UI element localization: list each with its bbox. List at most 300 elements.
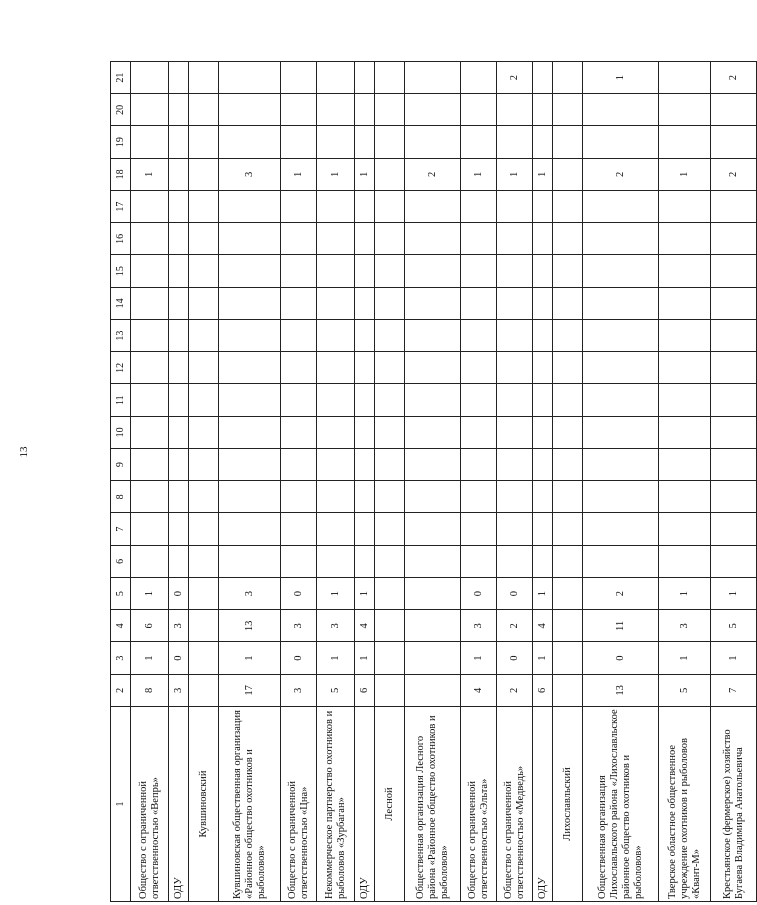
empty-cell (375, 674, 405, 706)
value-cell: 1 (131, 642, 169, 674)
value-cell (533, 513, 553, 545)
header-row (111, 62, 131, 902)
value-cell (169, 352, 189, 384)
value-cell (711, 352, 757, 384)
empty-cell (375, 158, 405, 190)
value-cell: 1 (711, 578, 757, 610)
value-cell (533, 255, 553, 287)
value-cell (219, 126, 281, 158)
column-header: 9 (111, 449, 131, 481)
column-header: 7 (111, 513, 131, 545)
value-cell: 2 (711, 158, 757, 190)
value-cell (281, 255, 317, 287)
value-cell: 1 (461, 158, 497, 190)
value-cell (169, 449, 189, 481)
value-cell (659, 416, 711, 448)
empty-cell (553, 158, 583, 190)
value-cell: 1 (317, 158, 355, 190)
table-row (583, 62, 659, 902)
value-cell (497, 481, 533, 513)
table-row (659, 62, 711, 902)
table-row (461, 62, 497, 902)
value-cell: 0 (281, 578, 317, 610)
empty-cell (189, 320, 219, 352)
value-cell (169, 287, 189, 319)
value-cell (497, 126, 533, 158)
value-cell (461, 255, 497, 287)
value-cell (711, 513, 757, 545)
value-cell (659, 94, 711, 126)
column-header: 15 (111, 255, 131, 287)
empty-cell (189, 62, 219, 94)
value-cell (169, 255, 189, 287)
value-cell: 0 (169, 578, 189, 610)
value-cell (131, 352, 169, 384)
value-cell (659, 126, 711, 158)
table-row (281, 62, 317, 902)
organization-name: Некоммерческое партнерство охотников и рыболовов «Зурбаган» (317, 707, 355, 902)
value-cell (317, 94, 355, 126)
value-cell (355, 62, 375, 94)
value-cell (461, 94, 497, 126)
table-row (355, 62, 375, 902)
value-cell (169, 513, 189, 545)
value-cell (405, 449, 461, 481)
empty-cell (375, 62, 405, 94)
value-cell (583, 191, 659, 223)
column-header: 11 (111, 384, 131, 416)
organization-name: ОДУ (169, 707, 189, 902)
empty-cell (553, 545, 583, 577)
value-cell (461, 545, 497, 577)
value-cell: 2 (711, 62, 757, 94)
empty-cell (189, 578, 219, 610)
value-cell (583, 513, 659, 545)
value-cell: 2 (583, 578, 659, 610)
value-cell (169, 416, 189, 448)
column-header: 4 (111, 610, 131, 642)
value-cell: 0 (281, 642, 317, 674)
empty-cell (375, 449, 405, 481)
value-cell (711, 255, 757, 287)
value-cell: 2 (497, 674, 533, 706)
district-row (553, 62, 583, 902)
district-row (375, 62, 405, 902)
value-cell (711, 481, 757, 513)
value-cell (461, 126, 497, 158)
value-cell: 1 (317, 578, 355, 610)
value-cell (355, 384, 375, 416)
value-cell (317, 191, 355, 223)
value-cell (497, 513, 533, 545)
table-row (497, 62, 533, 902)
empty-cell (189, 158, 219, 190)
empty-cell (375, 642, 405, 674)
empty-cell (189, 416, 219, 448)
value-cell: 11 (583, 610, 659, 642)
value-cell (461, 320, 497, 352)
empty-cell (375, 352, 405, 384)
value-cell (533, 191, 553, 223)
value-cell (131, 384, 169, 416)
value-cell (355, 126, 375, 158)
value-cell: 7 (711, 674, 757, 706)
value-cell (659, 449, 711, 481)
empty-cell (375, 384, 405, 416)
value-cell: 1 (355, 578, 375, 610)
empty-cell (553, 126, 583, 158)
empty-cell (375, 94, 405, 126)
value-cell (355, 352, 375, 384)
organization-name: ОДУ (355, 707, 375, 902)
value-cell (281, 352, 317, 384)
value-cell (281, 481, 317, 513)
value-cell (533, 320, 553, 352)
value-cell (461, 481, 497, 513)
empty-cell (553, 578, 583, 610)
value-cell (317, 416, 355, 448)
value-cell (461, 62, 497, 94)
value-cell (533, 62, 553, 94)
value-cell (219, 320, 281, 352)
value-cell (461, 223, 497, 255)
value-cell (405, 287, 461, 319)
value-cell (405, 642, 461, 674)
column-header: 18 (111, 158, 131, 190)
value-cell (583, 352, 659, 384)
empty-cell (553, 62, 583, 94)
empty-cell (189, 642, 219, 674)
value-cell (219, 94, 281, 126)
value-cell (317, 449, 355, 481)
organization-name: Общество с ограниченной ответственностью «Медведь» (497, 707, 533, 902)
organization-name: Общественная организация Лихославльского района «Лихославльское районное общество охотников и рыболовов» (583, 707, 659, 902)
value-cell (219, 449, 281, 481)
value-cell (497, 384, 533, 416)
value-cell (405, 126, 461, 158)
value-cell (219, 513, 281, 545)
value-cell (317, 223, 355, 255)
value-cell (281, 223, 317, 255)
value-cell (583, 255, 659, 287)
organization-name: ОДУ (533, 707, 553, 902)
value-cell (317, 62, 355, 94)
value-cell (219, 416, 281, 448)
table-row (711, 62, 757, 902)
table-row (317, 62, 355, 902)
value-cell: 4 (355, 610, 375, 642)
value-cell: 0 (169, 642, 189, 674)
empty-cell (553, 642, 583, 674)
organization-name: Общество с ограниченной ответственностью «Вепрь» (131, 707, 169, 902)
value-cell: 0 (461, 578, 497, 610)
value-cell: 1 (533, 158, 553, 190)
value-cell (583, 126, 659, 158)
value-cell: 1 (355, 642, 375, 674)
value-cell (711, 545, 757, 577)
value-cell: 6 (533, 674, 553, 706)
value-cell: 3 (461, 610, 497, 642)
empty-cell (553, 674, 583, 706)
value-cell (711, 449, 757, 481)
value-cell (355, 223, 375, 255)
value-cell (219, 223, 281, 255)
value-cell (405, 255, 461, 287)
empty-cell (189, 481, 219, 513)
value-cell (533, 545, 553, 577)
value-cell (659, 384, 711, 416)
value-cell (405, 545, 461, 577)
value-cell: 2 (583, 158, 659, 190)
empty-cell (553, 255, 583, 287)
value-cell (131, 94, 169, 126)
organization-name: Тверское областное общественное учреждение охотников и рыболовов «Квант-М» (659, 707, 711, 902)
empty-cell (375, 513, 405, 545)
value-cell (355, 191, 375, 223)
value-cell (131, 545, 169, 577)
value-cell (659, 191, 711, 223)
value-cell: 0 (583, 642, 659, 674)
value-cell: 8 (131, 674, 169, 706)
value-cell (405, 481, 461, 513)
table-row (219, 62, 281, 902)
value-cell (281, 320, 317, 352)
value-cell (131, 287, 169, 319)
table-row (169, 62, 189, 902)
value-cell (659, 513, 711, 545)
page-number: 13 (18, 446, 30, 458)
empty-cell (189, 287, 219, 319)
value-cell (659, 62, 711, 94)
value-cell (131, 416, 169, 448)
value-cell (497, 449, 533, 481)
value-cell (533, 481, 553, 513)
value-cell: 0 (497, 578, 533, 610)
value-cell (281, 191, 317, 223)
empty-cell (553, 94, 583, 126)
column-header: 16 (111, 223, 131, 255)
value-cell: 1 (131, 578, 169, 610)
value-cell (169, 191, 189, 223)
value-cell (281, 416, 317, 448)
column-header: 3 (111, 642, 131, 674)
empty-cell (189, 126, 219, 158)
value-cell (317, 545, 355, 577)
value-cell (711, 384, 757, 416)
value-cell (497, 191, 533, 223)
value-cell (711, 320, 757, 352)
value-cell: 1 (317, 642, 355, 674)
value-cell (281, 449, 317, 481)
value-cell: 1 (497, 158, 533, 190)
value-cell (281, 287, 317, 319)
value-cell: 1 (659, 578, 711, 610)
value-cell (461, 384, 497, 416)
empty-cell (375, 578, 405, 610)
value-cell (219, 384, 281, 416)
value-cell (711, 223, 757, 255)
value-cell (461, 352, 497, 384)
value-cell: 3 (169, 674, 189, 706)
empty-cell (553, 223, 583, 255)
value-cell: 5 (317, 674, 355, 706)
value-cell (659, 481, 711, 513)
empty-cell (375, 610, 405, 642)
empty-cell (375, 320, 405, 352)
empty-cell (375, 545, 405, 577)
empty-cell (553, 320, 583, 352)
value-cell (461, 416, 497, 448)
value-cell (131, 449, 169, 481)
empty-cell (189, 94, 219, 126)
value-cell: 3 (169, 610, 189, 642)
value-cell (317, 513, 355, 545)
value-cell (169, 94, 189, 126)
value-cell (711, 191, 757, 223)
value-cell: 1 (533, 642, 553, 674)
value-cell (169, 62, 189, 94)
value-cell: 1 (583, 62, 659, 94)
empty-cell (553, 513, 583, 545)
empty-cell (375, 191, 405, 223)
value-cell (169, 320, 189, 352)
column-header: 20 (111, 94, 131, 126)
table-body (111, 62, 757, 902)
value-cell (317, 384, 355, 416)
value-cell: 5 (659, 674, 711, 706)
value-cell (317, 287, 355, 319)
district-name: Кувшиновский (189, 707, 219, 902)
value-cell (219, 191, 281, 223)
empty-cell (189, 255, 219, 287)
empty-cell (553, 449, 583, 481)
value-cell (405, 94, 461, 126)
value-cell (405, 191, 461, 223)
value-cell (219, 255, 281, 287)
hunting-quota-table (110, 61, 757, 902)
empty-cell (553, 610, 583, 642)
empty-cell (375, 223, 405, 255)
value-cell (355, 481, 375, 513)
value-cell (317, 352, 355, 384)
value-cell (405, 416, 461, 448)
rotated-table-container (110, 62, 745, 902)
value-cell (533, 287, 553, 319)
value-cell: 3 (659, 610, 711, 642)
empty-cell (189, 674, 219, 706)
district-row (189, 62, 219, 902)
value-cell (583, 94, 659, 126)
value-cell (583, 545, 659, 577)
value-cell (461, 191, 497, 223)
organization-name: Крестьянское (фермерское) хозяйство Бугаева Владимира Анатольевича (711, 707, 757, 902)
empty-cell (375, 255, 405, 287)
value-cell (405, 223, 461, 255)
empty-cell (189, 513, 219, 545)
value-cell (169, 384, 189, 416)
value-cell (583, 481, 659, 513)
value-cell (355, 545, 375, 577)
value-cell (131, 191, 169, 223)
column-header: 10 (111, 416, 131, 448)
value-cell: 4 (461, 674, 497, 706)
value-cell: 4 (533, 610, 553, 642)
column-header: 8 (111, 481, 131, 513)
value-cell (355, 320, 375, 352)
value-cell (405, 513, 461, 545)
empty-cell (553, 191, 583, 223)
column-header: 21 (111, 62, 131, 94)
value-cell (405, 62, 461, 94)
value-cell (497, 255, 533, 287)
empty-cell (189, 191, 219, 223)
empty-cell (553, 287, 583, 319)
value-cell (533, 94, 553, 126)
value-cell (711, 126, 757, 158)
value-cell: 2 (497, 610, 533, 642)
value-cell (281, 513, 317, 545)
value-cell (583, 223, 659, 255)
value-cell: 1 (131, 158, 169, 190)
value-cell (355, 416, 375, 448)
value-cell (169, 481, 189, 513)
value-cell (583, 384, 659, 416)
value-cell: 13 (219, 610, 281, 642)
empty-cell (189, 352, 219, 384)
value-cell (497, 320, 533, 352)
value-cell (131, 481, 169, 513)
value-cell (355, 287, 375, 319)
value-cell (583, 320, 659, 352)
column-header: 5 (111, 578, 131, 610)
value-cell: 1 (355, 158, 375, 190)
empty-cell (553, 384, 583, 416)
value-cell: 3 (281, 674, 317, 706)
value-cell (281, 94, 317, 126)
empty-cell (189, 449, 219, 481)
value-cell (317, 320, 355, 352)
value-cell (355, 255, 375, 287)
value-cell (281, 126, 317, 158)
value-cell (219, 287, 281, 319)
value-cell (405, 320, 461, 352)
district-name: Лесной (375, 707, 405, 902)
value-cell (659, 545, 711, 577)
value-cell: 1 (461, 642, 497, 674)
value-cell: 3 (219, 158, 281, 190)
organization-name: Общество с ограниченной ответственностью «Эльта» (461, 707, 497, 902)
empty-cell (375, 126, 405, 158)
empty-cell (189, 384, 219, 416)
value-cell (497, 223, 533, 255)
empty-cell (189, 223, 219, 255)
value-cell: 0 (497, 642, 533, 674)
column-header: 17 (111, 191, 131, 223)
value-cell (131, 320, 169, 352)
value-cell (355, 513, 375, 545)
value-cell (533, 384, 553, 416)
value-cell: 3 (317, 610, 355, 642)
value-cell: 3 (281, 610, 317, 642)
empty-cell (553, 352, 583, 384)
column-header: 13 (111, 320, 131, 352)
value-cell: 1 (659, 158, 711, 190)
empty-cell (189, 610, 219, 642)
value-cell (355, 449, 375, 481)
value-cell: 1 (659, 642, 711, 674)
column-header: 1 (111, 707, 131, 902)
value-cell (317, 255, 355, 287)
